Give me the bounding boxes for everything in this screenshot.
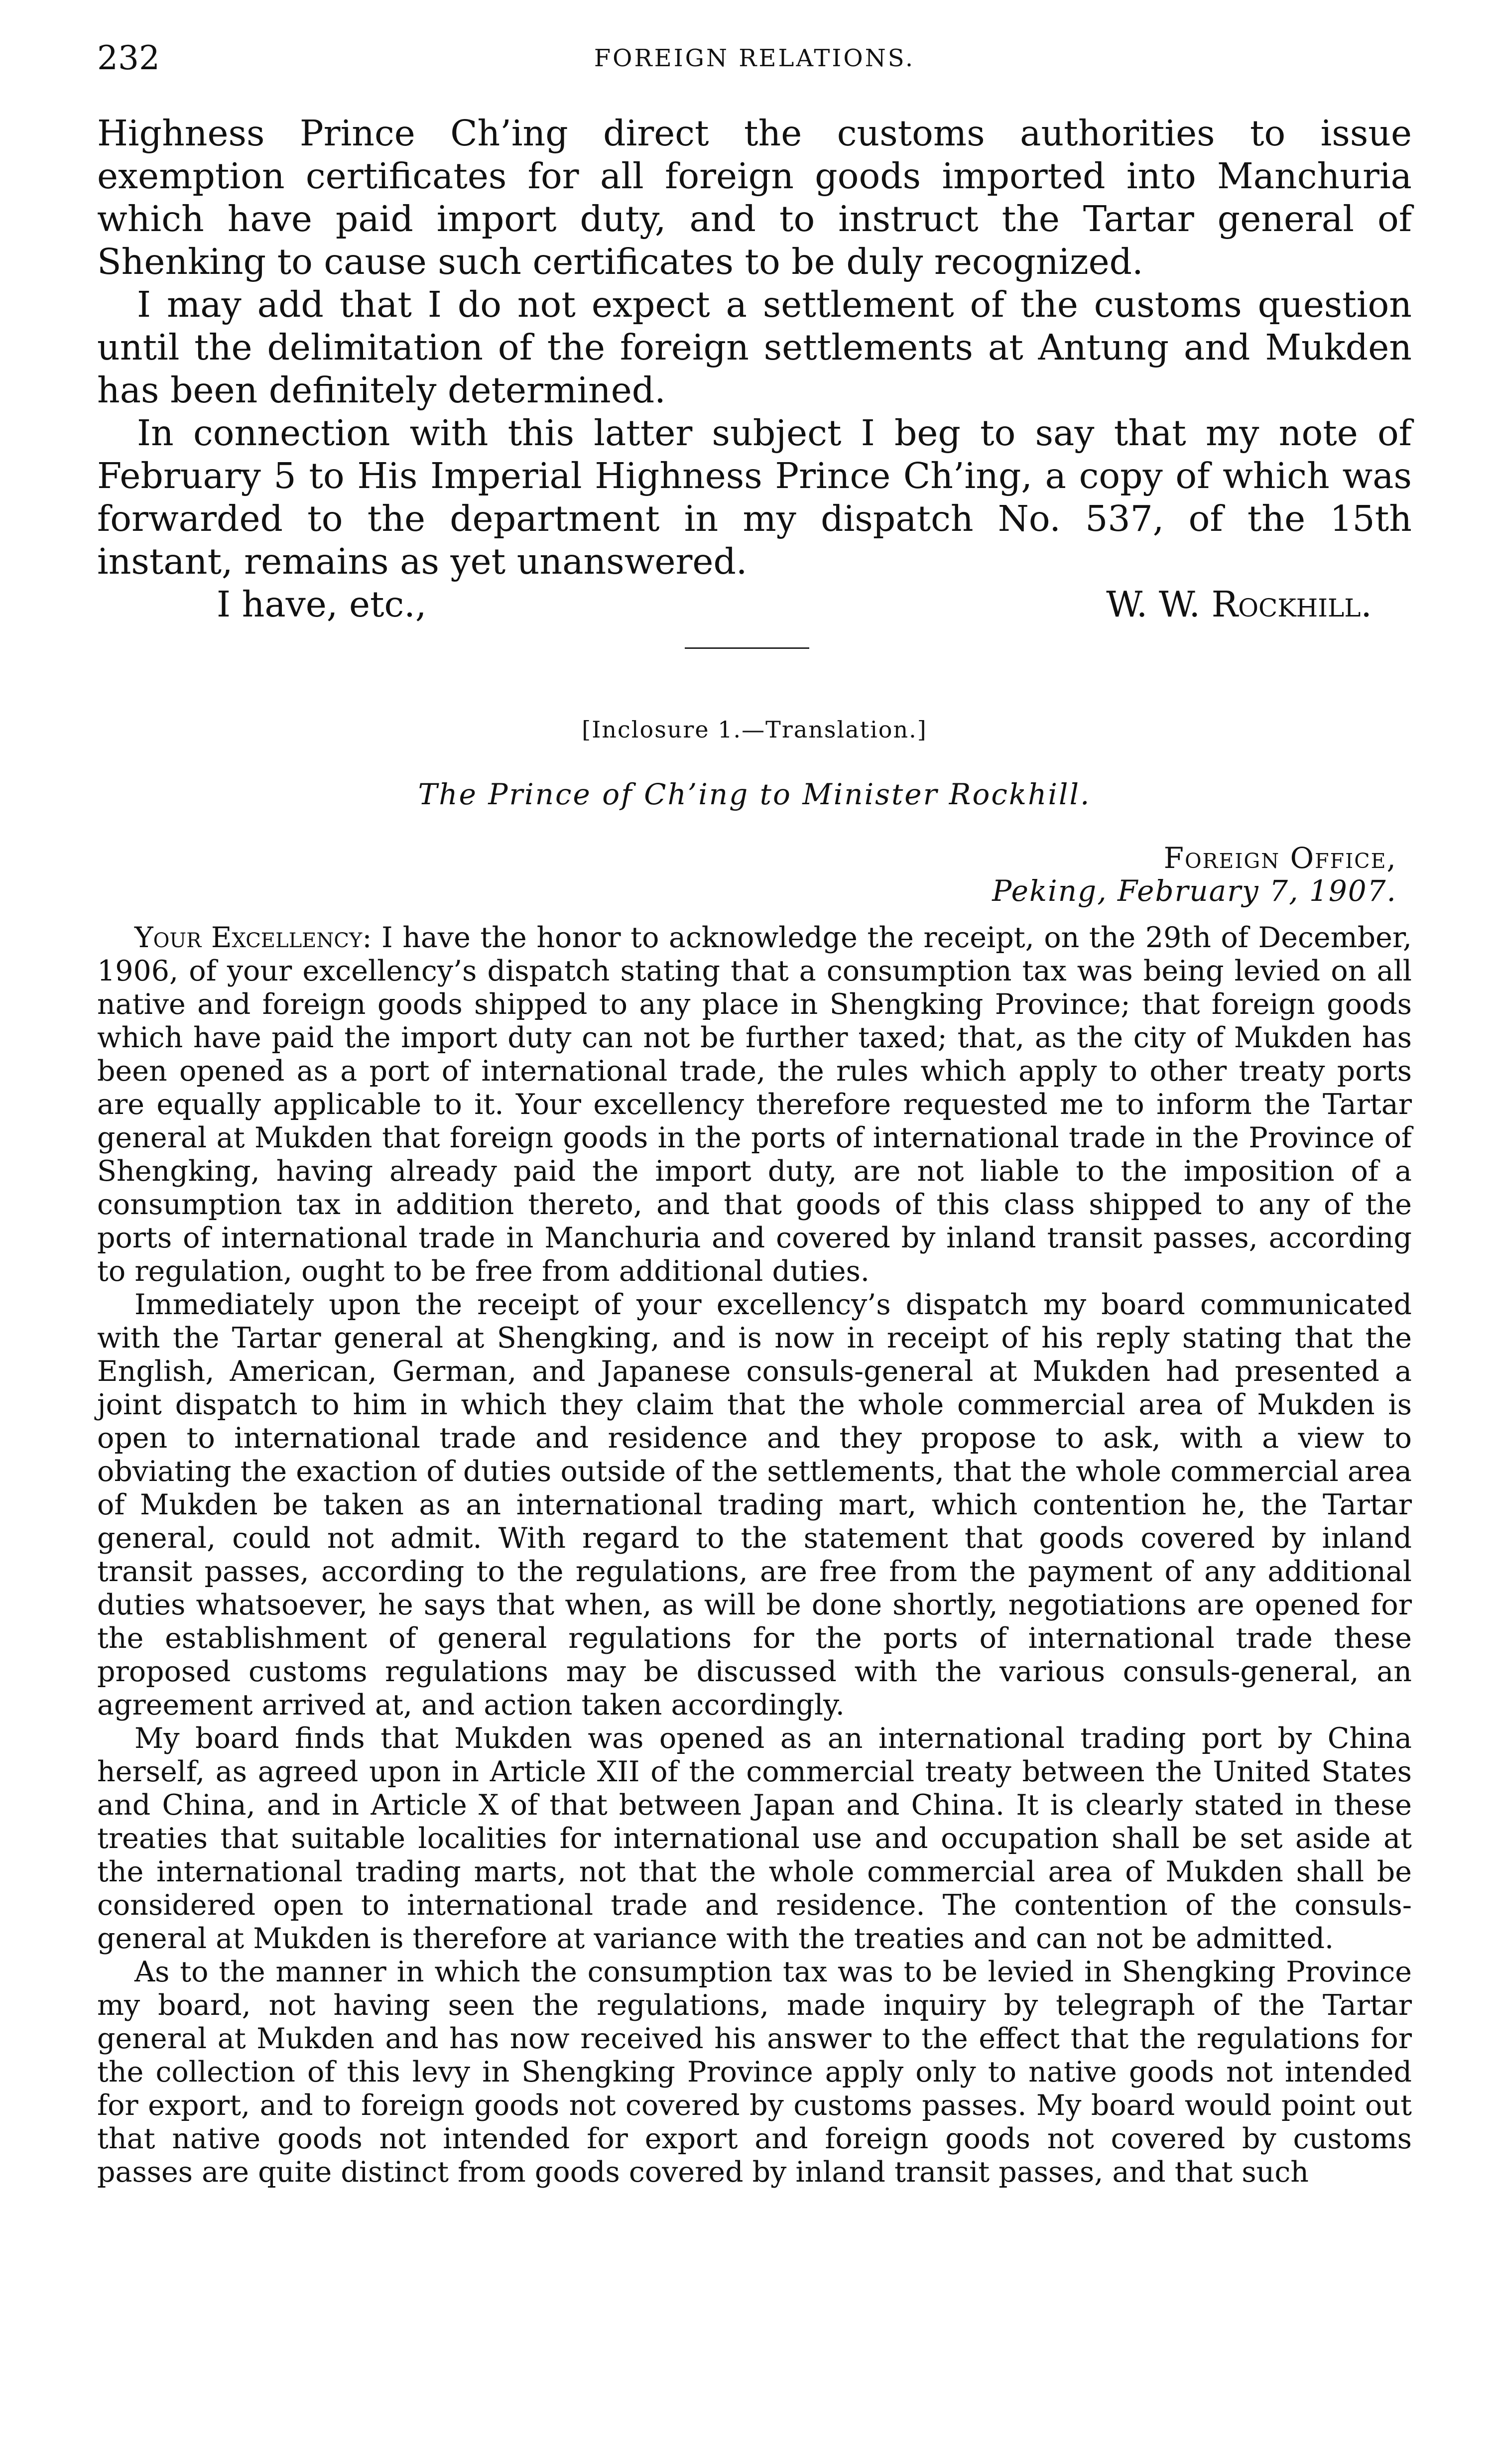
signature: W. W. Rockhill. <box>1106 584 1372 625</box>
office-name: Foreign Office, <box>1163 841 1397 875</box>
inclosure-title: The Prince of Ch’ing to Minister Rockhill. <box>418 777 1091 811</box>
translation-paragraph-1-text: I have the honor to acknowledge the receipt, on the 29th of December, 1906, of your excellency’s dispatch stating that a consumption tax was being levied on all native and foreign goods shipped to any place in Shengking Province; that foreign goods which have paid the import duty can not be further taxed; that, as the city of Mukden has been opened as a port of international trade, the rules which apply to other treaty ports are equally applicable to it. Your excellency therefore requested me to inform the Tartar general at Mukden that foreign goods in the ports of international trade in the Province of Shengking, having already paid the import duty, are not liable to the imposition of a consumption tax in addition thereto, and that goods of this class shipped to any of the ports of international trade in Manchuria and covered by inland transit passes, according to regulation, ought to be free from additional duties. <box>97 921 1412 1288</box>
translation-body <box>97 921 1412 2189</box>
running-head: FOREIGN RELATIONS. <box>594 44 915 72</box>
letter-body <box>97 112 1412 626</box>
translation-paragraph-2: Immediately upon the receipt of your excellency’s dispatch my board communicated with the Tartar general at Shengking, and is now in receipt of his reply stating that the English, American, German, and Japanese consuls-general at Mukden had presented a joint dispatch to him in which they claim that the whole commercial area of Mukden is open to international trade and residence and they propose to ask, with a view to obviating the exaction of duties outside of the settlements, that the whole commercial area of Mukden be taken as an international trading mart, which contention he, the Tartar general, could not admit. With regard to the statement that goods covered by inland transit passes, according to the regulations, are free from the payment of any additional duties whatsoever, he says that when, as will be done shortly, negotiations are opened for the establishment of general regulations for the ports of international trade these proposed customs regulations may be discussed with the various consuls-general, an agreement arrived at, and action taken accordingly. <box>97 1288 1412 1722</box>
page-number: 232 <box>97 39 160 77</box>
letter-closing <box>97 583 1412 626</box>
dateline <box>899 842 1397 907</box>
section-divider <box>685 647 809 649</box>
page-header <box>97 31 1412 86</box>
translation-paragraph-4: As to the manner in which the consumption tax was to be levied in Shengking Province my board, not having seen the regulations, made inquiry by telegraph of the Tartar general at Mukden and has now received his answer to the effect that the regulations for the collection of this levy in Shengking Province apply only to native goods not intended for export, and to foreign goods not covered by customs passes. My board would point out that native goods not intended for export and foreign goods not covered by customs passes are quite distinct from goods covered by inland transit passes, and that such <box>97 1956 1412 2189</box>
letter-paragraph-3: In connection with this latter subject I beg to say that my note of February 5 to His Imperial Highness Prince Ch’ing, a copy of which was forwarded to the department in my dispatch No. 537, of the 15th instant, remains as yet unanswered. <box>97 412 1412 582</box>
translation-paragraph-1 <box>97 921 1412 1288</box>
closing-phrase: I have, etc., <box>217 584 427 625</box>
salutation: Your Excellency: <box>134 921 372 954</box>
letter-paragraph-2: I may add that I do not expect a settlement of the customs question until the delimitation of the foreign settlements at Antung and Mukden has been definitely determined. <box>97 284 1412 411</box>
translation-paragraph-3: My board finds that Mukden was opened as an international trading port by China herself, as agreed upon in Article XII of the commercial treaty between the United States and China, and in Article X of that between Japan and China. It is clearly stated in these treaties that suitable localities for international use and occupation shall be set aside at the international trading marts, not that the whole commercial area of Mukden shall be considered open to international trade and residence. The contention of the consuls-general at Mukden is therefore at variance with the treaties and can not be admitted. <box>97 1722 1412 1955</box>
place-date: Peking, February 7, 1907. <box>992 874 1397 908</box>
letter-paragraph-1: Highness Prince Ch’ing direct the customs authorities to issue exemption certificates for all foreign goods imported into Manchuria which have paid import duty, and to instruct the Tartar general of Shenking to cause such certificates to be duly recognized. <box>97 113 1412 282</box>
inclosure-label: [Inclosure 1.—Translation.] <box>582 716 927 743</box>
